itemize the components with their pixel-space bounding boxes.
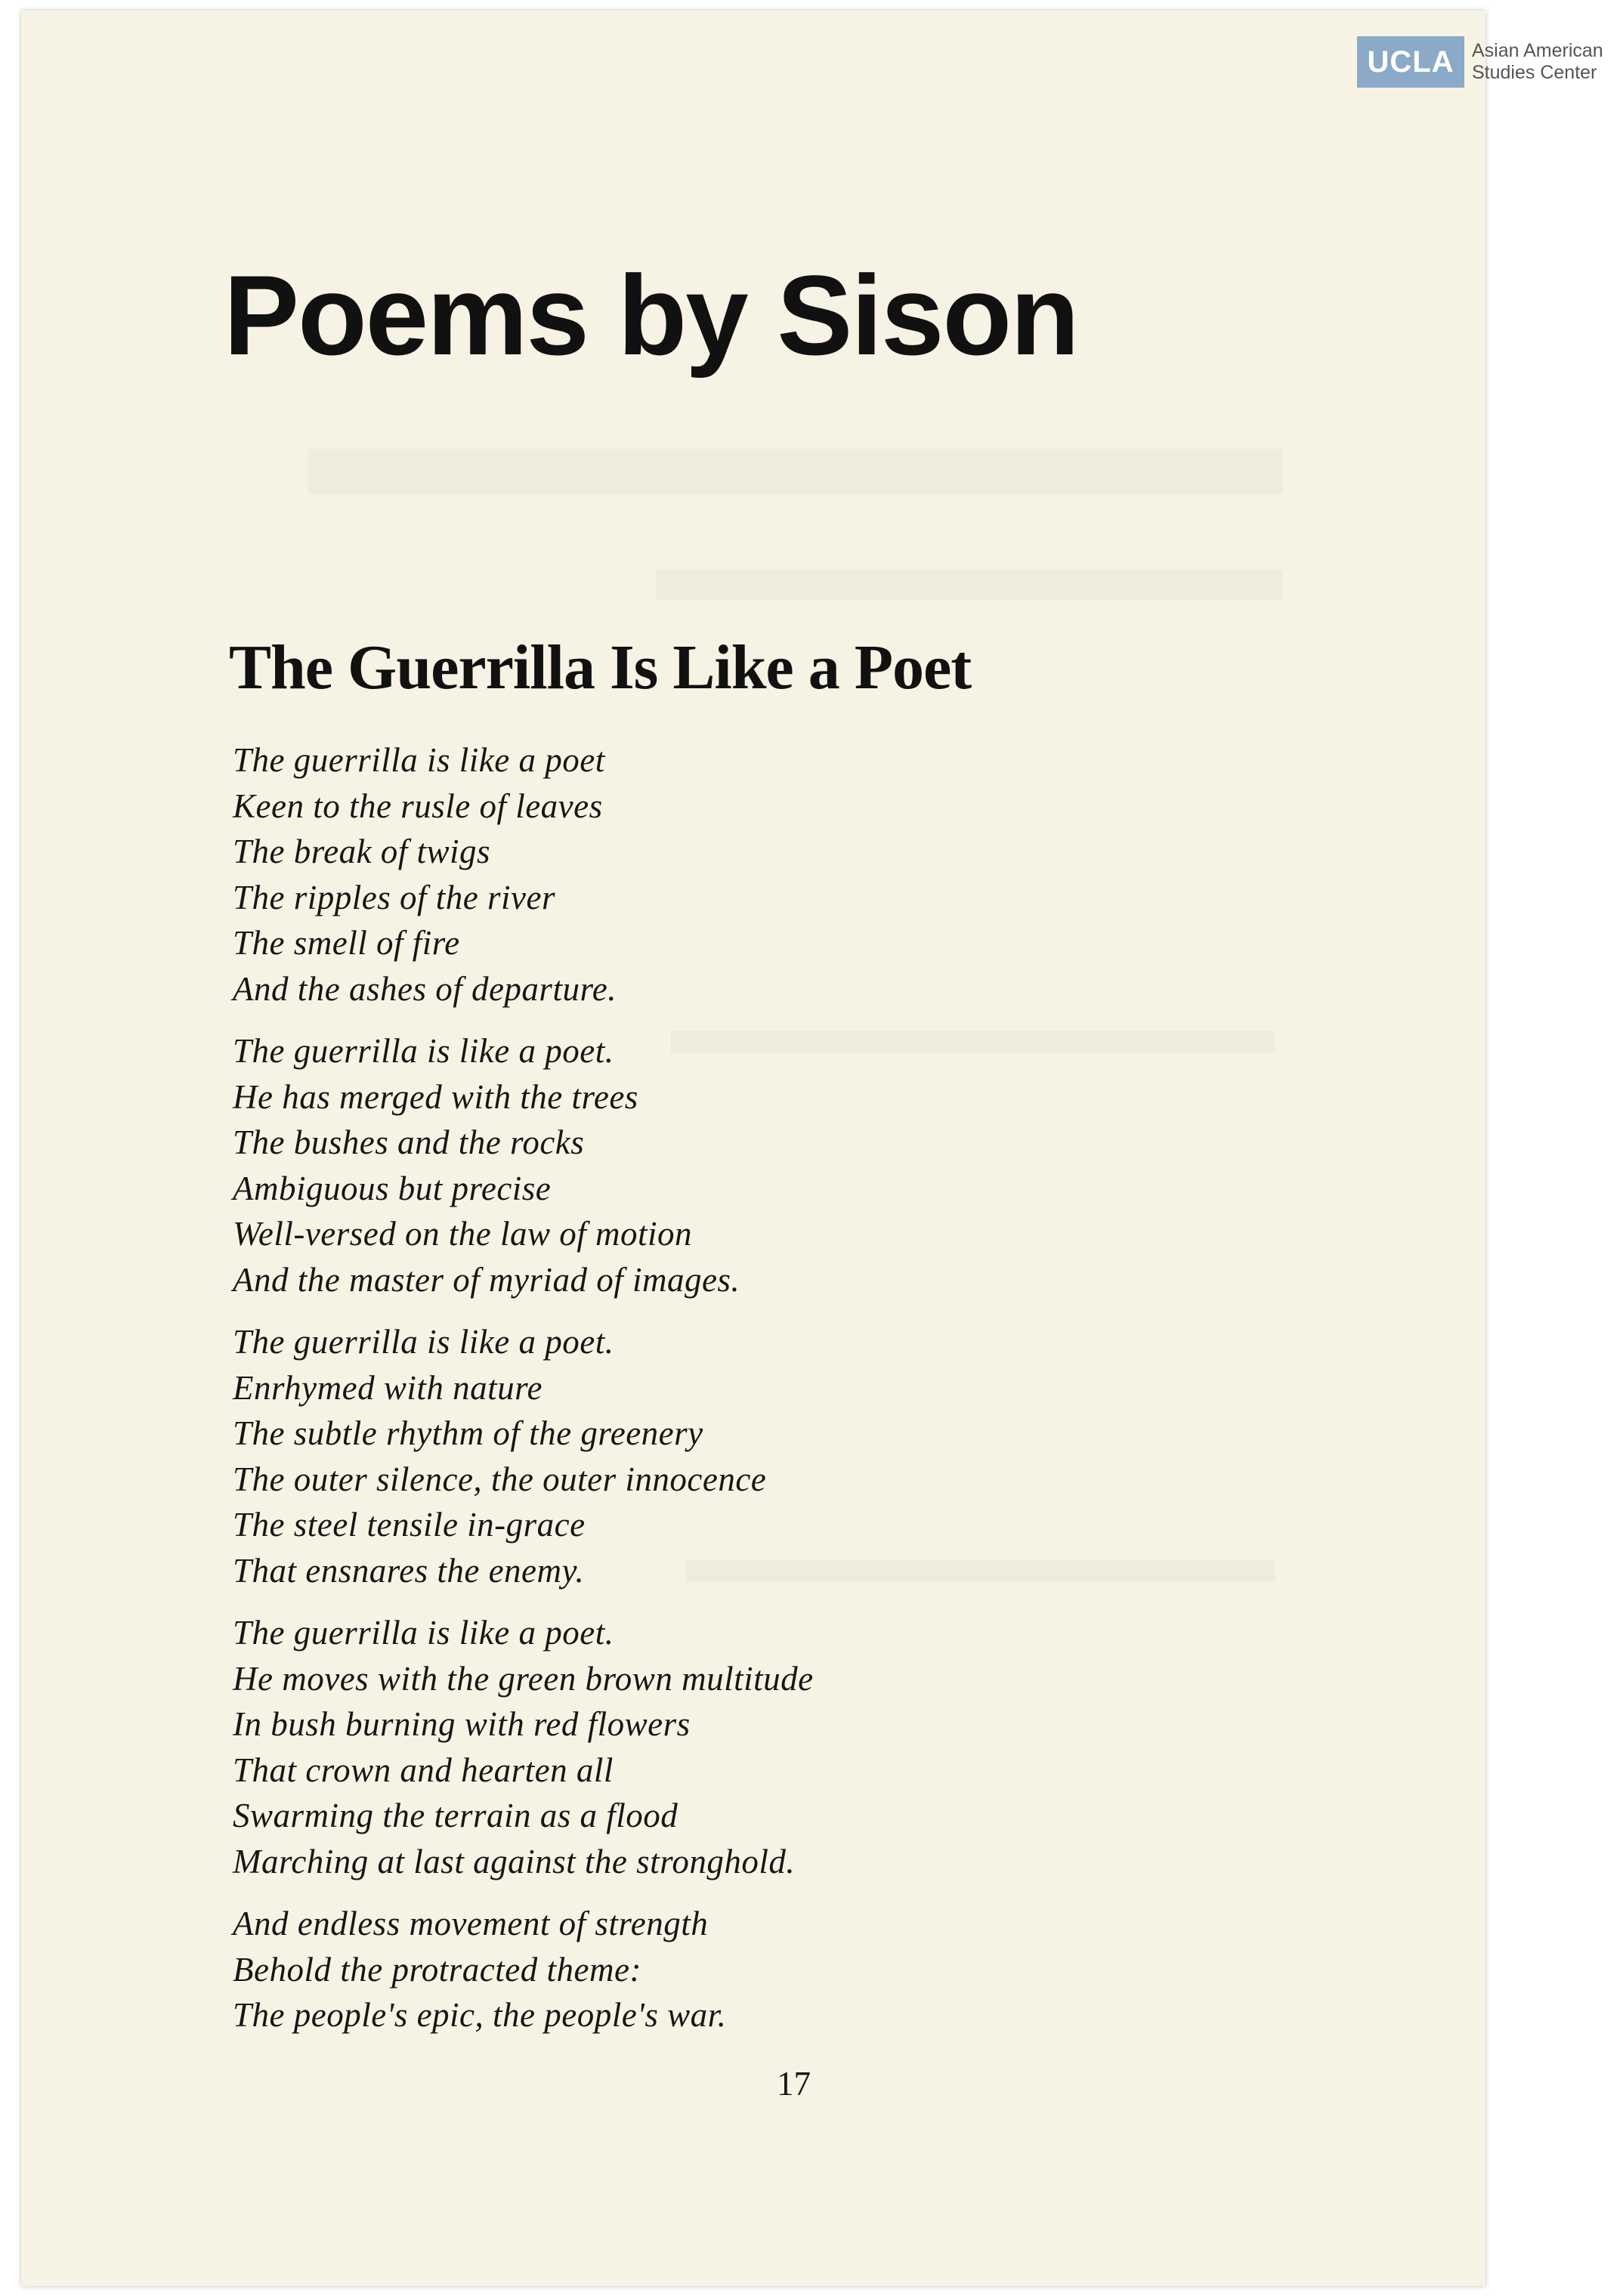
poem-body xyxy=(233,737,1366,2055)
poem-line: Keen to the rusle of leaves xyxy=(233,786,603,825)
poem-line: The guerrilla is like a poet. xyxy=(233,1323,614,1361)
stanza xyxy=(233,737,1366,1012)
poem-line: In bush burning with red flowers xyxy=(233,1705,691,1743)
poem-title: The Guerrilla Is Like a Poet xyxy=(229,632,972,703)
poem-line: The bushes and the rocks xyxy=(233,1123,585,1161)
poem-line: And the ashes of departure. xyxy=(233,969,617,1008)
poem-line: Swarming the terrain as a flood xyxy=(233,1797,679,1834)
stanza xyxy=(233,1028,1366,1303)
poem-line: He has merged with the trees xyxy=(233,1077,638,1116)
stanza xyxy=(233,1610,1366,1884)
poem-line: That ensnares the enemy. xyxy=(233,1551,585,1590)
main-title: Poems by Sison xyxy=(224,252,1078,379)
poem-line: The subtle rhythm of the greenery xyxy=(233,1414,703,1452)
stanza xyxy=(233,1319,1366,1593)
stanza xyxy=(233,1901,1366,2038)
poem-line: The steel tensile in-grace xyxy=(233,1506,586,1544)
page-number: 17 xyxy=(777,2065,811,2103)
ucla-logo: UCLA xyxy=(1357,36,1464,88)
ucla-aasc-badge xyxy=(1357,36,1603,88)
poem-line: The guerrilla is like a poet. xyxy=(233,1614,614,1652)
poem-line: The people's epic, the people's war. xyxy=(233,1996,727,2034)
poem-line: And the master of myriad of images. xyxy=(233,1260,740,1299)
poem-line: The guerrilla is like a poet. xyxy=(233,1032,614,1070)
center-name-line-2: Studies Center xyxy=(1472,62,1597,83)
poem-line: The outer silence, the outer innocence xyxy=(233,1460,767,1498)
document-page xyxy=(21,11,1485,2286)
poem-line: The smell of fire xyxy=(233,924,460,962)
poem-line: Enrhymed with nature xyxy=(233,1368,543,1407)
poem-line: The ripples of the river xyxy=(233,878,555,916)
poem-line: Well-versed on the law of motion xyxy=(233,1215,693,1253)
center-name xyxy=(1472,40,1603,84)
poem-line: He moves with the green brown multitude xyxy=(233,1659,814,1698)
poem-line: Behold the protracted theme: xyxy=(233,1950,641,1989)
poem-line: The guerrilla is like a poet xyxy=(233,741,605,779)
poem-line: Marching at last against the stronghold. xyxy=(233,1842,796,1880)
poem-line: Ambiguous but precise xyxy=(233,1169,552,1207)
center-name-line-1: Asian American xyxy=(1472,40,1603,61)
poem-line: The break of twigs xyxy=(233,833,491,870)
poem-line: That crown and hearten all xyxy=(233,1751,614,1789)
poem-line: And endless movement of strength xyxy=(233,1905,709,1942)
